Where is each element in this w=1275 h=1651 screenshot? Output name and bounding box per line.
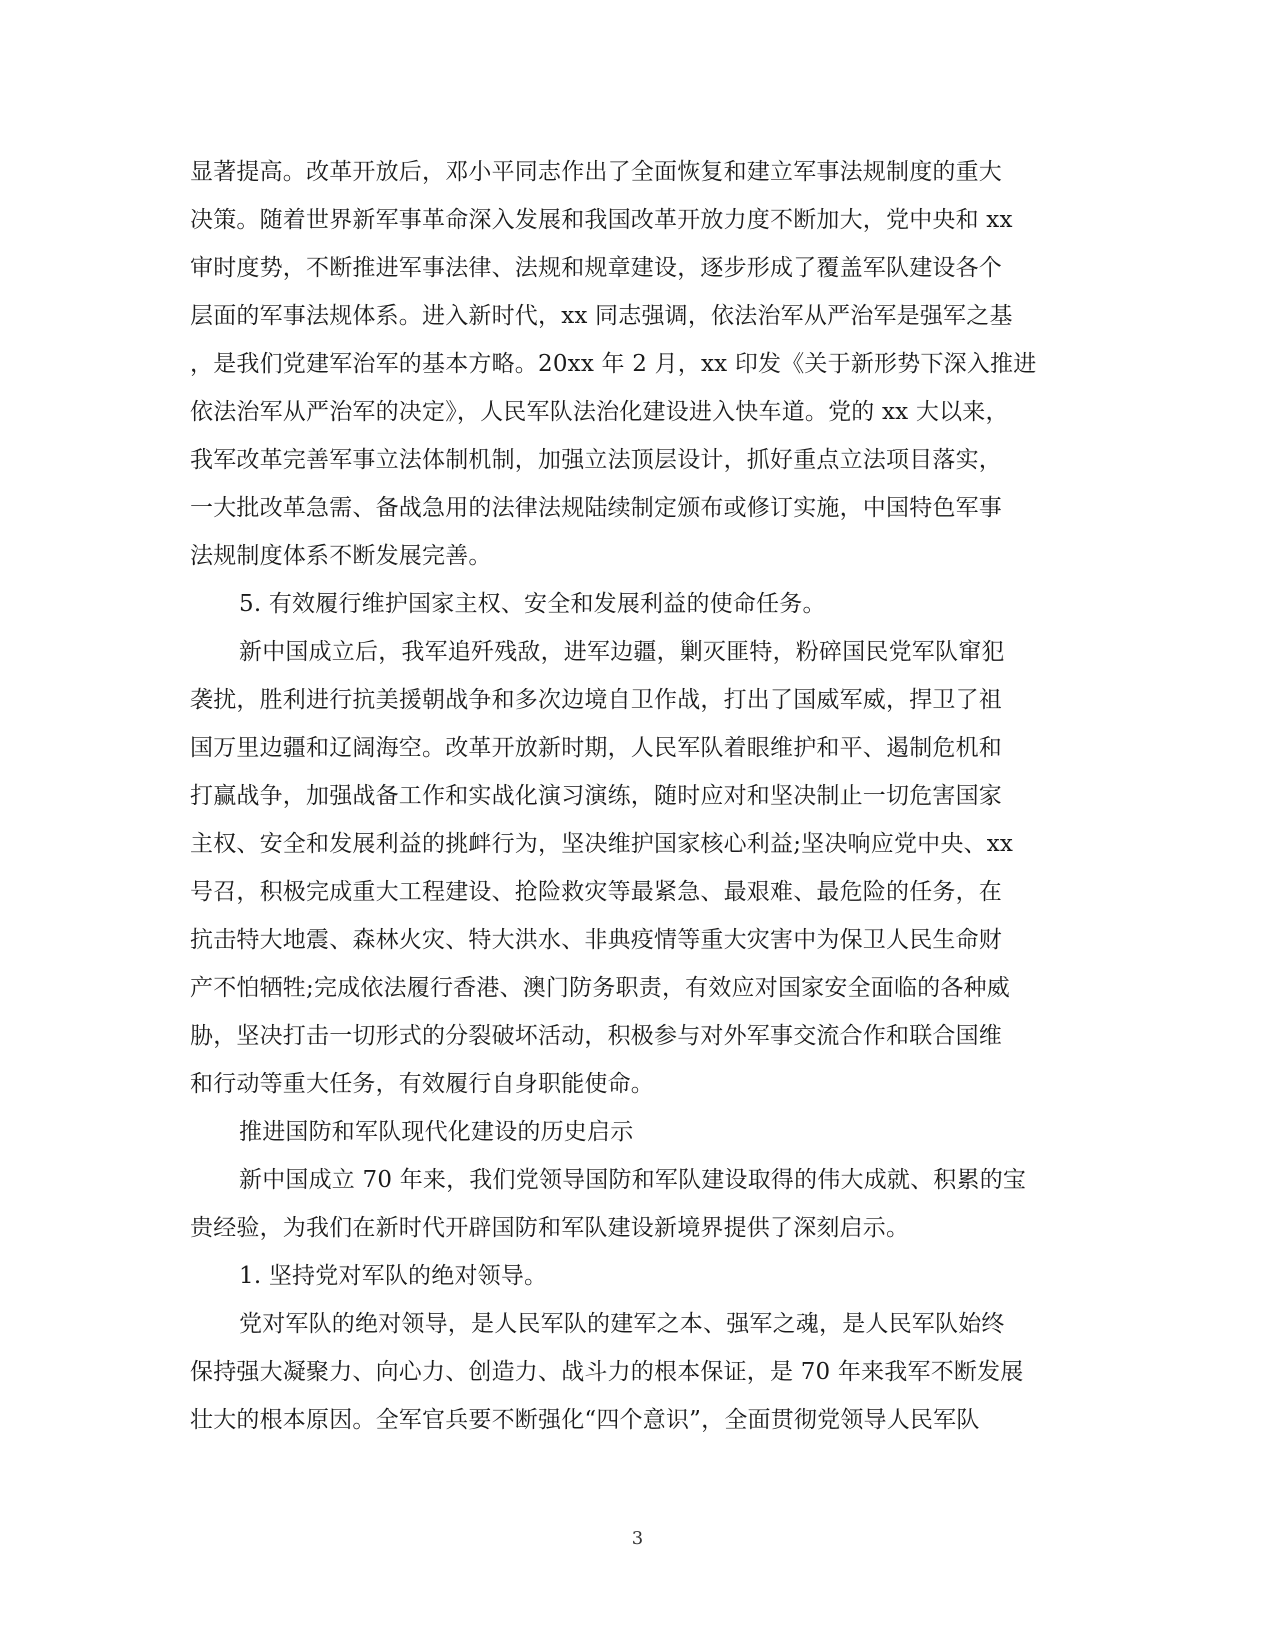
text-line: 抗击特大地震、森林火灾、特大洪水、非典疫情等重大灾害中为保卫人民生命财 bbox=[190, 927, 1002, 953]
text-line: 胁，坚决打击一切形式的分裂破坏活动，积极参与对外军事交流合作和联合国维 bbox=[190, 1023, 1002, 1049]
text-line: 新中国成立 70 年来，我们党领导国防和军队建设取得的伟大成就、积累的宝 bbox=[239, 1167, 1027, 1193]
text-line: 法规制度体系不断发展完善。 bbox=[190, 543, 492, 569]
text-line: 层面的军事法规体系。进入新时代，xx 同志强调，依法治军从严治军是强军之基 bbox=[190, 303, 1013, 329]
text-line: 主权、安全和发展利益的挑衅行为，坚决维护国家核心利益;坚决响应党中央、xx bbox=[190, 831, 1014, 857]
text-line: 新中国成立后，我军追歼残敌，进军边疆，剿灭匪特，粉碎国民党军队窜犯 bbox=[239, 639, 1005, 665]
text-line: 审时度势，不断推进军事法律、法规和规章建设，逐步形成了覆盖军队建设各个 bbox=[190, 255, 1002, 281]
text-line: 决策。随着世界新军事革命深入发展和我国改革开放力度不断加大，党中央和 xx bbox=[190, 207, 1013, 233]
text-line: 和行动等重大任务，有效履行自身职能使命。 bbox=[190, 1071, 654, 1097]
text-line: 保持强大凝聚力、向心力、创造力、战斗力的根本保证，是 70 年来我军不断发展 bbox=[190, 1359, 1024, 1385]
text-line: ，是我们党建军治军的基本方略。20xx 年 2 月，xx 印发《关于新形势下深入推进 bbox=[190, 351, 1037, 377]
text-line: 贵经验，为我们在新时代开辟国防和军队建设新境界提供了深刻启示。 bbox=[190, 1215, 910, 1241]
page-number: 3 bbox=[631, 1528, 644, 1549]
text-line: 党对军队的绝对领导，是人民军队的建军之本、强军之魂，是人民军队始终 bbox=[239, 1311, 1005, 1337]
text-line: 我军改革完善军事立法体制机制，加强立法顶层设计，抓好重点立法项目落实， bbox=[190, 447, 1002, 473]
text-line: 号召，积极完成重大工程建设、抢险救灾等最紧急、最艰难、最危险的任务，在 bbox=[190, 879, 1002, 905]
text-line: 壮大的根本原因。全军官兵要不断强化“四个意识”，全面贯彻党领导人民军队 bbox=[190, 1407, 980, 1433]
text-line: 显著提高。改革开放后，邓小平同志作出了全面恢复和建立军事法规制度的重大 bbox=[190, 159, 1002, 185]
text-line: 一大批改革急需、备战急用的法律法规陆续制定颁布或修订实施，中国特色军事 bbox=[190, 495, 1002, 521]
text-line: 袭扰，胜利进行抗美援朝战争和多次边境自卫作战，打出了国威军威，捍卫了祖 bbox=[190, 687, 1002, 713]
text-line: 产不怕牺牲;完成依法履行香港、澳门防务职责，有效应对国家安全面临的各种威 bbox=[190, 975, 1010, 1001]
section-heading: 1. 坚持党对军队的绝对领导。 bbox=[239, 1263, 548, 1289]
text-line: 国万里边疆和辽阔海空。改革开放新时期，人民军队着眼维护和平、遏制危机和 bbox=[190, 735, 1002, 761]
section-heading: 5. 有效履行维护国家主权、安全和发展利益的使命任务。 bbox=[239, 591, 826, 617]
text-line: 打赢战争，加强战备工作和实战化演习演练，随时应对和坚决制止一切危害国家 bbox=[190, 783, 1002, 809]
text-line: 依法治军从严治军的决定》，人民军队法治化建设进入快车道。党的 xx 大以来， bbox=[190, 399, 1009, 425]
section-heading: 推进国防和军队现代化建设的历史启示 bbox=[239, 1119, 634, 1145]
